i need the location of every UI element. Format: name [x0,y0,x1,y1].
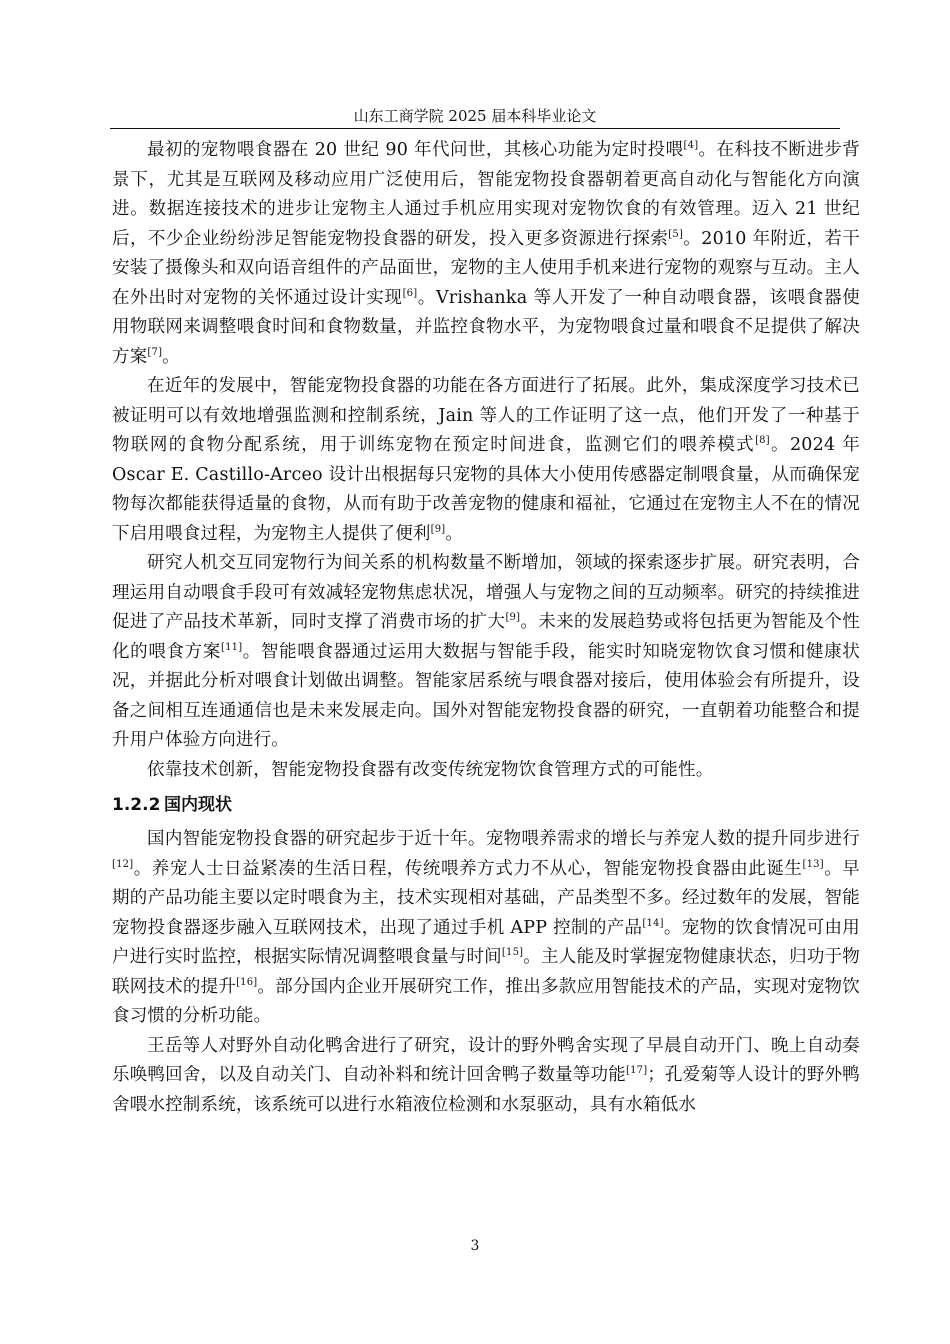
text-run: 。部分国内企业开展研究工作，推出多款应用智能技术的产品，实现对宠物饮食习惯的分析功能。 [112,976,860,1026]
citation-ref: [9] [505,612,521,624]
paragraph [112,372,860,549]
text-run: 。宠物的饮食情况可由用户进行实时监控，根据实际情况调整喂食量与时间 [112,917,860,967]
citation-ref: [4] [683,140,699,152]
text-run: 。在科技不断进步背景下，尤其是互联网及移动应用广泛使用后，智能宠物投食器朝着更高自动化与智能化方向演进。数据连接技术的进步让宠物主人通过手机应用实现对宠物饮食的有效管理。迈入 21 世纪后，不少企业纷纷涉足智能宠物投食器的研发，投入更多资源进行探索 [112,140,860,249]
text-run: 。智能喂食器通过运用大数据与智能手段，能实时知晓宠物饮食习惯和健康状况，并据此分析对喂食计划做出调整。智能家居系统与喂食器对接后，使用体验会有所提升，设备之间相互连通通信也是未来发展走向。国外对智能宠物投食器的研究，一直朝着功能整合和提升用户体验方向进行。 [112,641,860,750]
paragraph [112,549,860,756]
text-run: 。 [445,523,464,544]
paragraph [112,136,860,372]
paragraph [112,756,860,786]
citation-ref: [7] [147,346,163,358]
paragraph [112,825,860,1032]
citation-ref: [15] [501,947,524,959]
text-run: ；孔爱菊等人设计的野外鸭舍喂水控制系统，该系统可以进行水箱液位检测和水泵驱动，具有水箱低水 [112,1065,860,1115]
citation-ref: [16] [236,976,258,988]
running-header: 山东工商学院 2025 届本科毕业论文 [353,107,597,125]
citation-ref: [11] [221,641,243,653]
text-run: 。Vrishanka 等人开发了一种自动喂食器，该喂食器使用物联网来调整喂食时间和食物数量，并监控食物水平，为宠物喂食过量和喂食不足提供了解决方案 [112,287,860,367]
text-run: 。未来的发展趋势或将包括更为智能及个性化的喂食方案 [112,612,860,662]
section-heading [112,787,860,823]
citation-ref: [17] [626,1065,648,1077]
text-run: 最初的宠物喂食器在 20 世纪 90 年代问世，其核心功能为定时投喂 [147,140,684,160]
text-run: 国内智能宠物投食器的研究起步于近十年。宠物喂养需求的增长与养宠人数的提升同步进行 [147,829,860,849]
citation-ref: [13] [802,858,824,870]
citation-ref: [9] [430,523,446,535]
text-run: 王岳等人对野外自动化鸭舍进行了研究，设计的野外鸭舍实现了早晨自动开门、晚上自动奏乐唤鸭回舍，以及自动关门、自动补料和统计回舍鸭子数量等功能 [112,1035,860,1085]
section-number: 1.2.2 [112,795,161,815]
text-run: 研究人机交互同宠物行为间关系的机构数量不断增加，领域的探索逐步扩展。研究表明，合理运用自动喂食手段可有效减轻宠物焦虑状况，增强人与宠物之间的互动频率。研究的持续推进促进了产品技术革新，同时支撑了消费市场的扩大 [112,553,860,632]
text-run: 在近年的发展中，智能宠物投食器的功能在各方面进行了拓展。此外，集成深度学习技术已被证明可以有效地增强监测和控制系统，Jain 等人的工作证明了这一点，他们开发了一种基于物联网的食物分配系统，用于训练宠物在预定时间进食，监测它们的喂养模式 [112,376,860,455]
section-title: 国内现状 [164,795,232,815]
text-run: 。2024 年 Oscar E. Castillo-Arceo 设计出根据每只宠物的具体大小使用传感器定制喂食量，从而确保宠物每次都能获得适量的食物，从而有助于改善宠物的健康和福祉，它通过在宠物主人不在的情况下启用喂食过程，为宠物主人提供了便利 [112,435,860,544]
header-rule [110,128,840,129]
page-number: 3 [470,1238,480,1254]
text-run: 。早期的产品功能主要以定时喂食为主，技术实现相对基础，产品类型不多。经过数年的发展，智能宠物投食器逐步融入互联网技术，出现了通过手机 APP 控制的产品 [112,858,860,938]
body-text [112,136,860,1120]
text-run: 。养宠人士日益紧凑的生活日程，传统喂养方式力不从心，智能宠物投食器由此诞生 [133,858,803,879]
text-run: 依靠技术创新，智能宠物投食器有改变传统宠物饮食管理方式的可能性。 [147,759,714,780]
citation-ref: [5] [668,228,684,240]
text-run: 。 [162,346,180,367]
paragraph [112,1032,860,1121]
paragraph-group-domestic-status [112,825,860,1120]
citation-ref: [8] [755,435,770,447]
text-run: 。2010 年附近，若干安装了摄像头和双向语音组件的产品面世，宠物的主人使用手机来进行宠物的观察与互动。主人在外出时对宠物的关怀通过设计实现 [112,228,861,308]
paragraph-group-foreign-status [112,136,860,785]
citation-ref: [12] [112,858,134,870]
citation-ref: [6] [402,287,418,299]
citation-ref: [14] [642,917,664,929]
text-run: 。主人能及时掌握宠物健康状态，归功于物联网技术的提升 [112,947,860,997]
